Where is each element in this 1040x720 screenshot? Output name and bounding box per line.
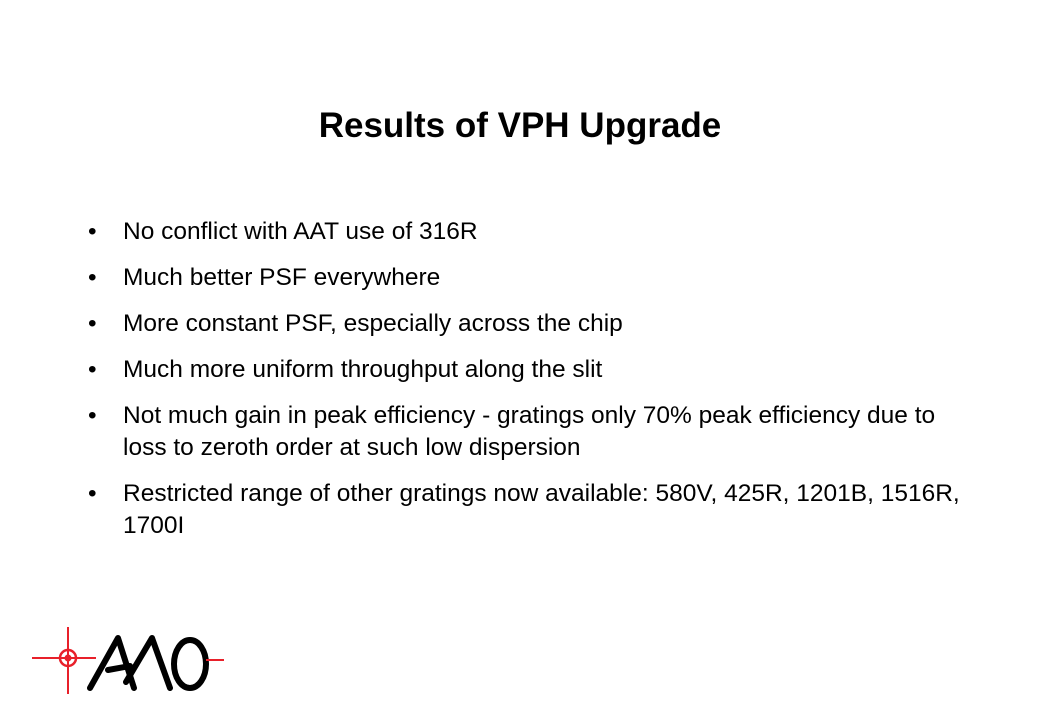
crosshair-icon [32, 627, 96, 694]
bullet-text: Restricted range of other gratings now available: 580V, 425R, 1201B, 1516R, 1700I [123, 480, 960, 539]
letter-a-crossbar [108, 666, 130, 670]
bullet-item [88, 308, 968, 340]
bullet-text: Not much gain in peak efficiency - gratings only 70% peak efficiency due to loss to zeroth order at such low dispersion [123, 402, 936, 461]
aao-logo [30, 624, 226, 700]
bullet-dot: • [88, 480, 97, 507]
slide-title: Results of VPH Upgrade [318, 106, 722, 145]
letter-o [174, 640, 206, 688]
crosshair-center-dot [65, 655, 72, 662]
aao-wordmark [90, 638, 206, 688]
bullet-item [88, 216, 968, 248]
bullet-item [88, 262, 968, 294]
bullet-dot: • [88, 218, 97, 245]
bullet-text: More constant PSF, especially across the chip [123, 310, 623, 337]
bullet-dot: • [88, 310, 97, 337]
bullet-text: Much better PSF everywhere [123, 264, 441, 291]
bullet-dot: • [88, 402, 97, 429]
bullet-dot: • [88, 356, 97, 383]
bullet-list [88, 216, 968, 556]
bullet-text: No conflict with AAT use of 316R [123, 218, 478, 245]
bullet-item [88, 478, 968, 542]
bullet-item [88, 400, 968, 464]
bullet-text: Much more uniform throughput along the slit [123, 356, 603, 383]
bullet-dot: • [88, 264, 97, 291]
bullet-item [88, 354, 968, 386]
